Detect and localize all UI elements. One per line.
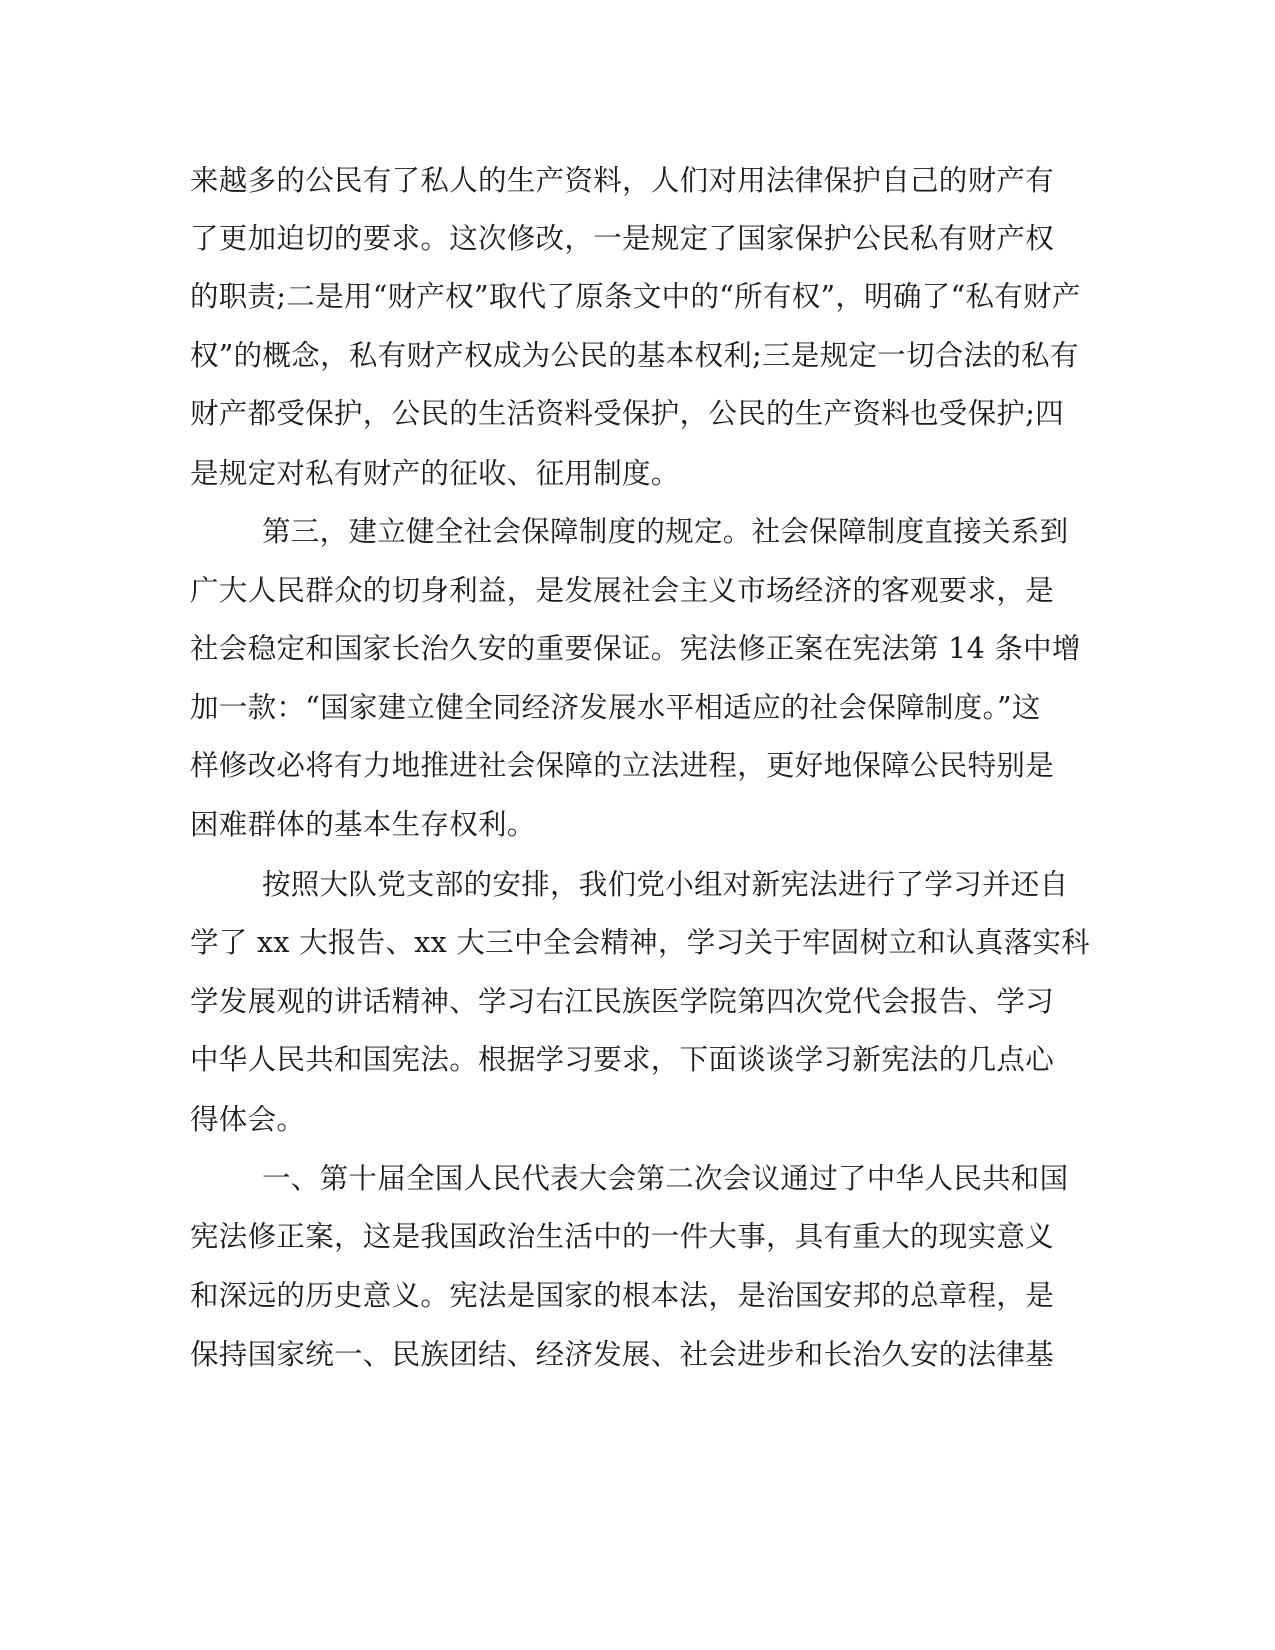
text-line: 加一款：“国家建立健全同经济发展水平相适应的社会保障制度。”这: [190, 691, 1041, 724]
text-line: 学发展观的讲话精神、学习右江民族医学院第四次党代会报告、学习: [190, 985, 1055, 1018]
text-line: 困难群体的基本生存权利。: [190, 808, 536, 841]
text-line: 来越多的公民有了私人的生产资料，人们对用法律保护自己的财产有: [190, 164, 1055, 197]
text-line: 了更加迫切的要求。这次修改，一是规定了国家保护公民私有财产权: [190, 222, 1055, 255]
paragraph-first-line: 按照大队党支部的安排，我们党小组对新宪法进行了学习并还自: [262, 868, 1069, 901]
text-line: 和深远的历史意义。宪法是国家的根本法，是治国安邦的总章程，是: [190, 1279, 1055, 1312]
text-line: 得体会。: [190, 1103, 306, 1136]
paragraph-first-line: 一、第十届全国人民代表大会第二次会议通过了中华人民共和国: [262, 1162, 1069, 1195]
text-line: 权”的概念，私有财产权成为公民的基本权利;三是规定一切合法的私有: [190, 339, 1079, 372]
text-line: 保持国家统一、民族团结、经济发展、社会进步和长治久安的法律基: [190, 1338, 1055, 1371]
text-line: 中华人民共和国宪法。根据学习要求，下面谈谈学习新宪法的几点心: [190, 1043, 1055, 1076]
text-line: 广大人民群众的切身利益，是发展社会主义市场经济的客观要求，是: [190, 574, 1055, 607]
text-line: 的职责;二是用“财产权”取代了原条文中的“所有权”，明确了“私有财产: [190, 280, 1081, 313]
text-line: 是规定对私有财产的征收、征用制度。: [190, 457, 680, 490]
text-line: 样修改必将有力地推进社会保障的立法进程，更好地保障公民特别是: [190, 749, 1055, 782]
text-line: 社会稳定和国家长治久安的重要保证。宪法修正案在宪法第 14 条中增: [190, 632, 1081, 665]
paragraph-first-line: 第三，建立健全社会保障制度的规定。社会保障制度直接关系到: [262, 515, 1069, 548]
text-line: 学了 xx 大报告、xx 大三中全会精神，学习关于牢固树立和认真落实科: [190, 926, 1090, 959]
text-line: 财产都受保护，公民的生活资料受保护，公民的生产资料也受保护;四: [190, 397, 1064, 430]
text-line: 宪法修正案，这是我国政治生活中的一件大事，具有重大的现实意义: [190, 1220, 1055, 1253]
